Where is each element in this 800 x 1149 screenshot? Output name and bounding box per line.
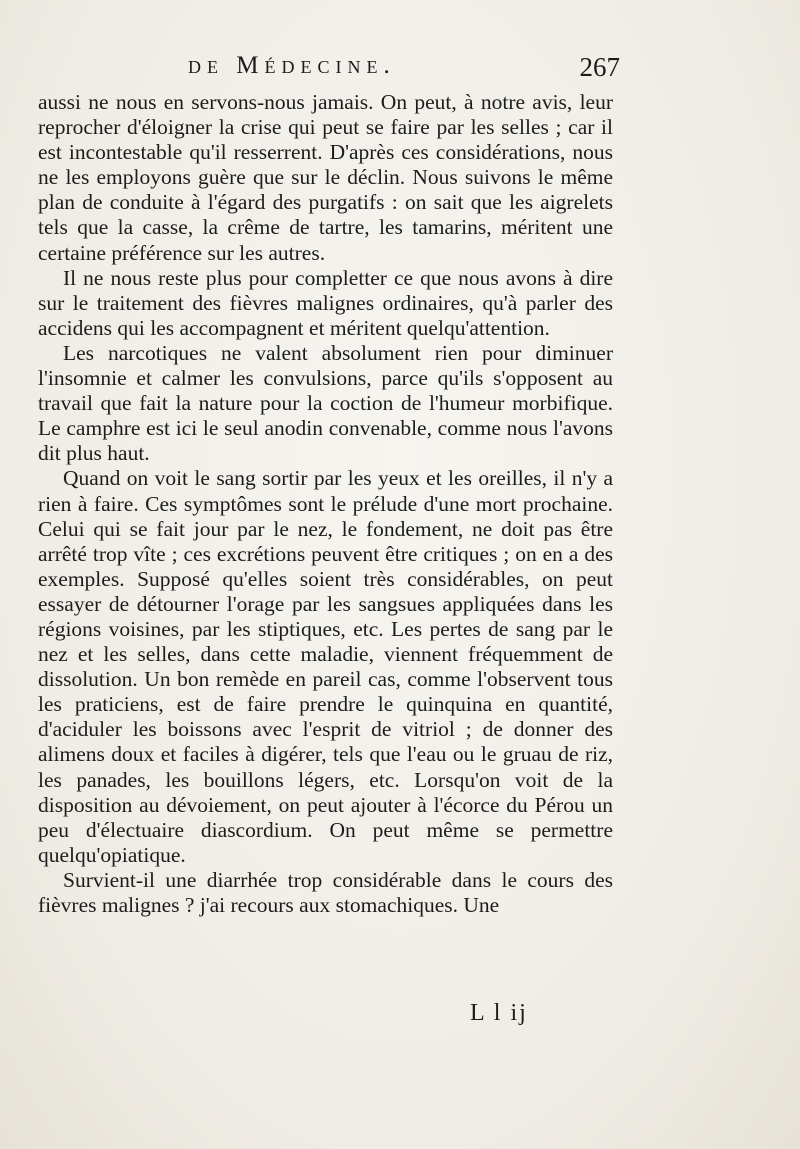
paragraph: Les narcotiques ne valent absolument rien pour diminuer l'insomnie et calmer les convulsions, parce qu'ils s'opposent au travail que fait la nature pour la coction de l'humeur morbifique. Le camphre est ici le seul anodin convenable, comme nous l'avons dit plus haut. bbox=[38, 340, 613, 466]
paragraph: Quand on voit le sang sortir par les yeux et les oreilles, il n'y a rien à faire. Ces symptômes sont le prélude d'une mort prochaine. Celui qui se fait jour par le nez, le fondement, ne doit pas être arrêté trop vîte ; ces excrétions peuvent être critiques ; on en a des exemples. Supposé qu'elles soient très considérables, on peut essayer de détourner l'orage par les sangsues appliquées dans les régions voisines, par les stiptiques, etc. Les pertes de sang par le nez et les selles, dans cette maladie, viennent fréquemment de dissolution. Un bon remède en pareil cas, comme l'observent tous les praticiens, est de faire prendre le quinquina en quantité, d'aciduler les boissons avec l'esprit de vitriol ; de donner des alimens doux et faciles à digérer, tels que l'eau ou le gruau de riz, les panades, les bouillons légers, etc. Lorsqu'on voit de la disposition au dévoiement, on peut ajouter à l'écorce du Pérou un peu d'électuaire diascordium. On peut même se permettre quelqu'opiatique. bbox=[38, 466, 613, 867]
signature-mark: L l ij bbox=[470, 1000, 528, 1026]
page-header bbox=[150, 52, 620, 88]
page-number: 267 bbox=[579, 52, 620, 82]
body-text bbox=[38, 90, 613, 918]
paragraph: Il ne nous reste plus pour completter ce que nous avons à dire sur le traitement des fièvres malignes ordinaires, qu'à parler des accidens qui les accompagnent et méritent quelqu'attention. bbox=[38, 265, 613, 340]
running-title: de Médecine. bbox=[188, 52, 396, 79]
paragraph-continuation: aussi ne nous en servons-nous jamais. On peut, à notre avis, leur reprocher d'éloigner la crise qui peut se faire par les selles ; car il est incontestable qu'il resserrent. D'après ces considérations, nous ne les employons guère que sur le déclin. Nous suivons le même plan de conduite à l'égard des purgatifs : on sait que les aigrelets tels que la casse, la crême de tartre, les tamarins, méritent une certaine préférence sur les autres. bbox=[38, 90, 613, 265]
paragraph: Survient-il une diarrhée trop considérable dans le cours des fièvres malignes ? j'ai recours aux stomachiques. Une bbox=[38, 867, 613, 917]
